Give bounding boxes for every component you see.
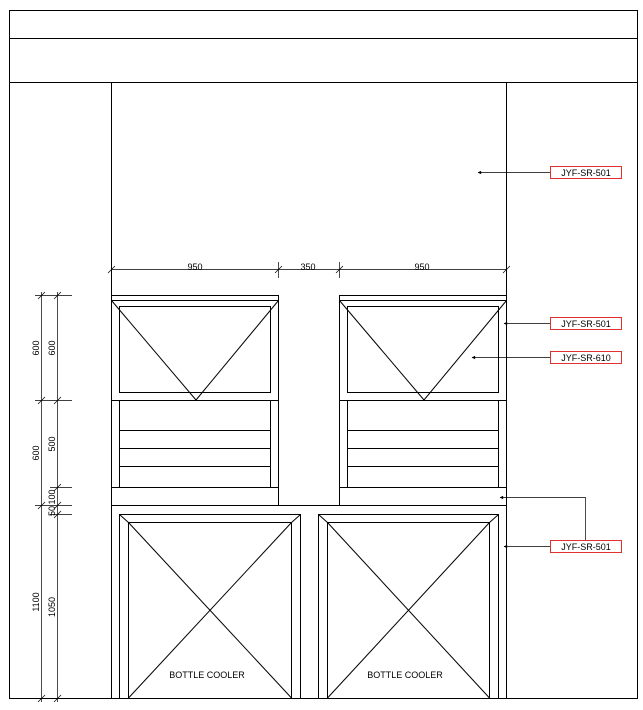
tag-2-text: JYF-SR-501 — [561, 319, 611, 329]
bottle-cooler-right — [319, 515, 499, 699]
top-dimension — [108, 262, 510, 278]
dim-left-inner-2: 500 — [47, 436, 57, 452]
cooler-label-left: BOTTLE COOLER — [169, 670, 245, 680]
dim-top-3: 950 — [414, 262, 430, 272]
dim-left-outer-1: 600 — [31, 340, 41, 356]
tag-2 — [551, 318, 622, 330]
outer-frame — [10, 11, 638, 699]
bottle-cooler-left — [120, 515, 301, 699]
cooler-label-right: BOTTLE COOLER — [367, 670, 443, 680]
tag-4 — [551, 541, 622, 553]
dim-left-inner-1: 600 — [47, 340, 57, 356]
tag-4-text: JYF-SR-501 — [561, 542, 611, 552]
tag-3 — [551, 352, 622, 364]
tag-1-text: JYF-SR-501 — [561, 168, 611, 178]
tag-3-text: JYF-SR-610 — [561, 353, 611, 363]
dim-top-1: 950 — [187, 262, 203, 272]
dim-left-inner-3: 100 — [47, 489, 57, 505]
upper-right-cabinet — [340, 296, 507, 506]
dim-left-outer-3: 1100 — [31, 592, 41, 612]
dim-top-2: 350 — [300, 262, 316, 272]
tag-1 — [551, 167, 622, 179]
dim-left-inner-5: 1050 — [47, 596, 57, 618]
dim-left-outer-2: 600 — [31, 445, 41, 461]
dim-left-inner-4: 50 — [47, 505, 57, 517]
left-inner-dimension — [47, 292, 72, 702]
upper-left-cabinet — [112, 296, 279, 506]
